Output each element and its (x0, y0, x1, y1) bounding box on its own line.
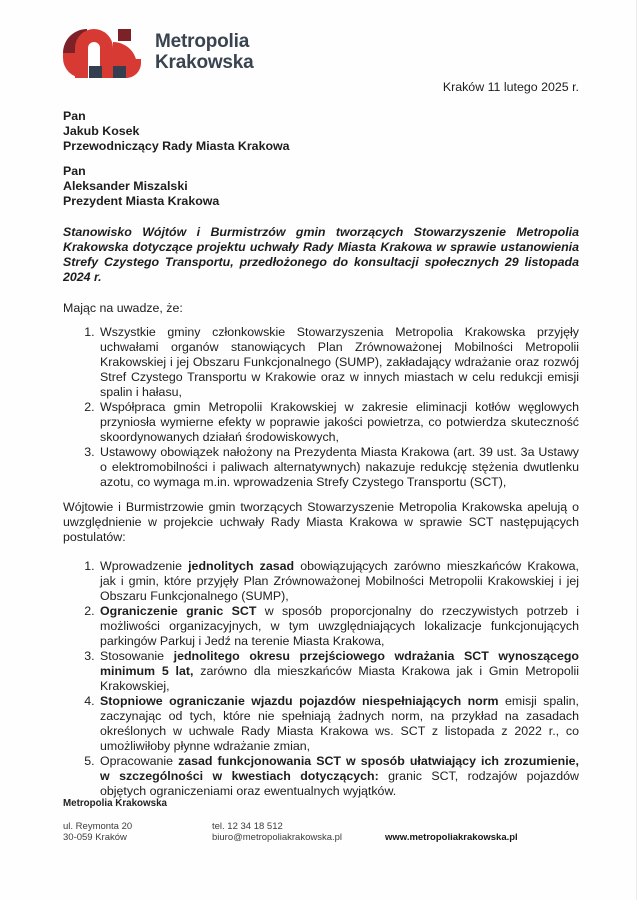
footer-contact (212, 821, 385, 843)
recipient-block-mayor (63, 164, 579, 209)
footer-address (63, 821, 212, 843)
footer-city: 30-059 Kraków (63, 832, 127, 843)
footer-phone: tel. 12 34 18 512 (212, 821, 283, 832)
appeal-paragraph: Wójtowie i Burmistrzowie gmin tworzących Stowarzyszenie Metropolia Krakowska apelują o uwzględnienie w projekcie uchwały Rady Miasta Krakowa w sprawie SCT następujących postulatów: (63, 500, 579, 544)
list-item: 3. Stosowanie jednolitego okresu przejściowego wdrażania SCT wynoszącego minimum 5 lat, zarówno dla mieszkańców Miasta Krakowa jak i Gmin Metropolii Krakowskiej, (98, 649, 579, 694)
letterhead (63, 26, 579, 78)
monogram-shape-navy-square-1 (89, 66, 102, 78)
brand-name-line2: Krakowska (155, 52, 254, 73)
brand-name-line1: Metropolia (155, 31, 250, 52)
list-item: 4. Stopniowe ograniczanie wjazdu pojazdów niespełniających norm emisji spalin, zaczynając od tych, które nie spełniają żadnych norm, na przykład na zasadach określonych w uchwale Rady Miasta Krakowa ws. SCT z listopada z 2022 r., co umożliwiłoby płynne wdrażanie zmian, (98, 694, 579, 754)
footer-org-name: Metropolia Krakowska (63, 798, 167, 809)
list-item: 3. Ustawowy obowiązek nałożony na Prezydenta Miasta Krakowa (art. 39 ust. 3a Ustawy o elektromobilności i paliwach alternatywnych) nakazuje redukcję stężenia dwutlenku azotu, co wymaga m.in. wprowadzenia Strefy Czystego Transportu (SCT), (98, 445, 579, 490)
recipient-salutation: Pan (63, 109, 86, 123)
footer-website-url: www.metropoliakrakowska.pl (385, 832, 518, 843)
list-item: 2. Współpraca gmin Metropolii Krakowskiej w zakresie eliminacji kotłów węglowych przyniosła wymierne efekty w poprawie jakości powietrza, co potwierdza skuteczność skoordynowanych działań środowiskowych, (98, 400, 579, 445)
footer-email: biuro@metropoliakrakowska.pl (212, 832, 343, 843)
recipient-block-chairman (63, 109, 579, 154)
list-item: 2. Ograniczenie granic SCT w sposób proporcjonalny do rzeczywistych potrzeb i możliwości organizacyjnych, w tym uwzględniających lokalizacje funkcjonujących parkingów Parkuj i Jedź na terenie Miasta Krakowa, (98, 604, 579, 649)
recipient-title: Prezydent Miasta Krakowa (63, 194, 220, 208)
list-item: 5. Opracowanie zasad funkcjonowania SCT w sposób ułatwiający ich zrozumienie, w szczególności w kwestiach dotyczących: granic SCT, rodzajów pojazdów objętych ograniczeniami oraz ewentualnych wyjątków. (98, 754, 579, 799)
recipient-title: Przewodniczący Rady Miasta Krakowa (63, 139, 290, 153)
premises-list (63, 325, 579, 490)
footer-website (385, 821, 518, 843)
footer-columns (63, 821, 579, 843)
monogram-shape-navy-square-2 (113, 66, 126, 78)
date-line: Kraków 11 lutego 2025 r. (442, 80, 579, 94)
footer-street: ul. Reymonta 20 (63, 821, 133, 832)
monogram-shape-red-quarter-br (126, 59, 141, 78)
brand-logo (63, 26, 254, 78)
recipient-salutation: Pan (63, 164, 86, 178)
brand-wordmark (155, 31, 254, 73)
postulates-list (63, 559, 579, 799)
mk-monogram-icon (63, 26, 141, 78)
list-item: 1. Wprowadzenie jednolitych zasad obowiązujących zarówno mieszkańców Krakowa, jak i gmin, które przyjęły Plan Zrównoważonej Mobilności Metropolii Krakowskiej i jej Obszaru Funkcjonalnego (SUMP), (98, 559, 579, 604)
monogram-shape-maroon-square (118, 29, 131, 41)
recipient-name: Jakub Kosek (63, 124, 140, 138)
letter-subject: Stanowisko Wójtów i Burmistrzów gmin tworzących Stowarzyszenie Metropolia Krakowska dotyczące projektu uchwały Rady Miasta Krakowa w sprawie ustanowienia Strefy Czystego Transportu, przedłożonego do konsultacji społecznych 29 listopada 2024 r. (63, 225, 579, 284)
intro-line: Mając na uwadze, że: (63, 301, 183, 315)
list-item: 1. Wszystkie gminy członkowskie Stowarzyszenia Metropolia Krakowska przyjęły uchwałami organów stanowiących Plan Zrównoważonej Mobilności Metropolii Krakowskiej i jej Obszaru Funkcjonalnego (SUMP), zakładający wdrażanie oraz rozwój Stref Czystego Transportu w Krakowie oraz w innych miastach w celu redukcji emisji spalin i hałasu, (98, 325, 579, 400)
letter-footer (63, 798, 579, 843)
recipient-name: Aleksander Miszalski (63, 179, 188, 193)
